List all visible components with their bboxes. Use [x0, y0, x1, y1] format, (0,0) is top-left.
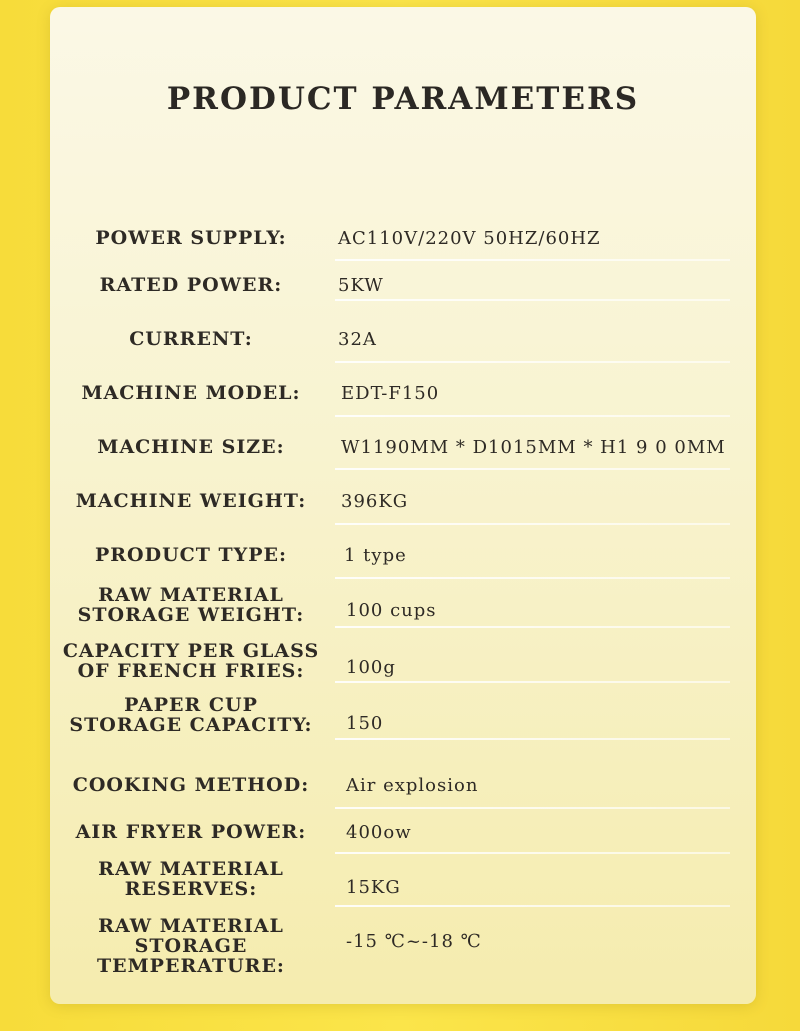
parameter-value: 15KG [346, 877, 401, 898]
parameter-label [50, 383, 332, 403]
parameter-label-line: RAW MATERIAL [98, 915, 284, 937]
parameter-label [50, 916, 332, 976]
parameter-label [50, 695, 332, 735]
parameter-label-line: STORAGE [134, 935, 248, 957]
row-divider [335, 468, 730, 470]
row-divider [335, 523, 730, 525]
parameter-label-line: RAW MATERIAL [98, 584, 284, 606]
parameter-value: 5KW [338, 275, 384, 296]
parameter-label-line: PAPER CUP [124, 694, 258, 716]
parameter-value: 100g [346, 657, 396, 678]
parameter-label-line: TEMPERATURE: [97, 955, 285, 977]
parameter-label-line: RESERVES: [124, 878, 258, 900]
row-divider [335, 361, 730, 363]
parameter-label-line: MACHINE WEIGHT: [75, 490, 307, 512]
row-divider [335, 299, 730, 301]
parameters-table [50, 7, 756, 1004]
parameter-value: W1190MM * D1015MM * H1 9 0 0MM [341, 437, 726, 458]
parameter-value: 100 cups [346, 600, 437, 621]
parameter-value: 1 type [344, 545, 407, 566]
row-divider [335, 852, 730, 854]
parameter-label-line: CURRENT: [129, 328, 253, 350]
parameter-label [50, 641, 332, 681]
parameter-label [50, 585, 332, 625]
parameter-label [50, 228, 332, 248]
row-divider [335, 807, 730, 809]
row-divider [335, 738, 730, 740]
parameter-label [50, 545, 332, 565]
parameter-label [50, 491, 332, 511]
parameter-label-line: AIR FRYER POWER: [75, 821, 307, 843]
parameter-value: AC110V/220V 50HZ/60HZ [338, 228, 601, 249]
parameter-label-line: COOKING METHOD: [72, 774, 310, 796]
parameter-value: Air explosion [346, 775, 479, 796]
parameter-value: 400ow [346, 822, 412, 843]
row-divider [335, 681, 730, 683]
parameter-label-line: STORAGE CAPACITY: [69, 714, 313, 736]
parameters-card [50, 7, 756, 1004]
parameter-label-line: POWER SUPPLY: [95, 227, 287, 249]
parameter-label-line: PRODUCT TYPE: [94, 544, 288, 566]
parameter-label-line: MACHINE MODEL: [81, 382, 301, 404]
row-divider [335, 415, 730, 417]
parameter-label [50, 859, 332, 899]
parameter-value: 396KG [341, 491, 409, 512]
parameter-label [50, 275, 332, 295]
row-divider [335, 577, 730, 579]
parameter-label-line: STORAGE WEIGHT: [77, 604, 305, 626]
parameter-label-line: CAPACITY PER GLASS [62, 640, 320, 662]
parameter-value: -15 ℃~-18 ℃ [346, 931, 482, 952]
parameter-value: 32A [338, 329, 377, 350]
page-title: PRODUCT PARAMETERS [166, 81, 640, 117]
parameter-value: EDT-F150 [341, 383, 440, 404]
parameter-label-line: RAW MATERIAL [98, 858, 284, 880]
parameter-label [50, 437, 332, 457]
parameter-label [50, 775, 332, 795]
parameter-value: 150 [346, 713, 384, 734]
row-divider [335, 905, 730, 907]
parameter-label [50, 822, 332, 842]
parameter-label [50, 329, 332, 349]
row-divider [335, 259, 730, 261]
parameter-label-line: OF FRENCH FRIES: [77, 660, 305, 682]
row-divider [335, 626, 730, 628]
parameter-label-line: RATED POWER: [99, 274, 283, 296]
parameter-label-line: MACHINE SIZE: [97, 436, 285, 458]
